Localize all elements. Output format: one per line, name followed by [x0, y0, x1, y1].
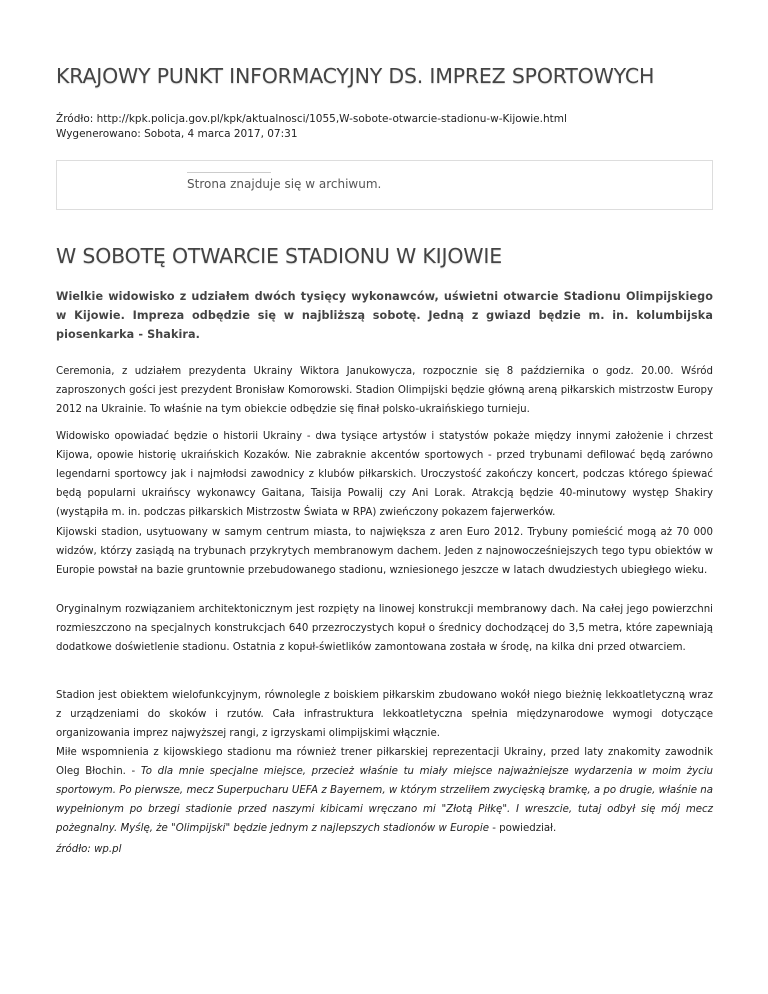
quote-attribution: - powiedział. — [488, 823, 557, 834]
article-lead: Wielkie widowisko z udziałem dwóch tysięcy wykonawców, uświetni otwarcie Stadionu Olimpijskiego w Kijowie. Impreza odbędzie się w najbliższą sobotę. Jedną z gwiazd będzie m. in. kolumbijska piosenkarka - Shakira. — [56, 290, 713, 341]
article-paragraph-4: Oryginalnym rozwiązaniem architektonicznym jest rozpięty na linowej konstrukcji membranowy dach. Na całej jego powierzchni rozmieszczono na specjalnych konstrukcjach 640 przezroczystych kopuł o średnicy dochodzącej do 3,5 metra, które zapewniają dodatkowe doświetlenie stadionu. Ostatnia z kopuł-świetlików zamontowana została w środę, na kilka dni przed otwarciem. — [56, 604, 713, 653]
document-meta — [56, 112, 567, 142]
article-paragraph-3: Kijowski stadion, usytuowany w samym centrum miasta, to największa z aren Euro 2012. Trybuny pomieścić mogą aż 70 000 widzów, którzy zasiądą na trybunach przykrytych membranowym dachem. Jeden z najnowocześniejszych tego typu obiektów w Europie powstał na bazie gruntownie przebudowanego stadionu, wzniesionego jeszcze w latach dwudziestych ubiegłego wieku. — [56, 527, 713, 576]
article-paragraph-5: Stadion jest obiektem wielofunkcyjnym, równolegle z boiskiem piłkarskim zbudowano wokół niego bieżnię lekkoatletyczną wraz z urządzeniami do skoków i rzutów. Cała infrastruktura lekkoatletyczna spełnia międzynarodowe wymogi dotyczące organizowania imprez najwyższej rangi, z igrzyskami olimpijskimi włącznie. — [56, 690, 713, 739]
generated-date-line: Wygenerowano: Sobota, 4 marca 2017, 07:31 — [56, 128, 298, 140]
article-paragraph-2: Widowisko opowiadać będzie o historii Ukrainy - dwa tysiące artystów i statystów pokaże między innymi założenie i chrzest Kijowa, opowie historię ukraińskich Kozaków. Nie zabraknie akcentów sportowych - przed trybunami defilować będą zarówno legendarni sportowcy jak i najmłodsi zawodnicy z klubów piłkarskich. Uroczystość zakończy koncert, podczas którego śpiewać będą popularni ukraińscy wykonawcy Gaitana, Taisija Powalij czy Ani Lorak. Atrakcją będzie 40-minutowy występ Shakiry (wystąpiła m. in. podczas piłkarskich Mistrzostw Świata w RPA) zwieńczony pokazem fajerwerków. — [56, 431, 713, 518]
source-url-line: Źródło: http://kpk.policja.gov.pl/kpk/aktualnosci/1055,W-sobote-otwarcie-stadionu-w-Kijowie.html — [56, 113, 567, 125]
article-source-note: źródło: wp.pl — [56, 844, 122, 855]
archive-notice-text: Strona znajduje się w archiwum. — [187, 177, 382, 191]
site-title: KRAJOWY PUNKT INFORMACYJNY DS. IMPREZ SPORTOWYCH — [56, 64, 655, 88]
archive-notice-box — [56, 160, 713, 210]
article-paragraph-1: Ceremonia, z udziałem prezydenta Ukrainy Wiktora Janukowycza, rozpocznie się 8 października o godz. 20.00. Wśród zaproszonych gości jest prezydent Bronisław Komorowski. Stadion Olimpijski będzie główną areną piłkarskich mistrzostw Europy 2012 na Ukrainie. To właśnie na tym obiekcie odbędzie się finał polsko-ukraińskiego turnieju. — [56, 366, 713, 415]
archive-divider — [187, 172, 271, 173]
article-title: W SOBOTĘ OTWARCIE STADIONU W KIJOWIE — [56, 244, 502, 268]
article-paragraph-6 — [56, 743, 713, 838]
quote-intro: Miłe wspomnienia z kijowskiego stadionu ma również trener piłkarskiej reprezentacji Ukrainy, przed laty znakomity zawodnik Oleg Błochin. - — [56, 747, 713, 777]
blochin-quote: To dla mnie specjalne miejsce, przecież właśnie tu miały miejsce najważniejsze wydarzenia w moim życiu sportowym. Po pierwsze, mecz Superpucharu UEFA z Bayernem, w którym strzeliłem zwycięską bramkę, a po drugie, właśnie na wypełnionym po brzegi stadionie przed naszymi kibicami wręczano mi "Złotą Piłkę". I wreszcie, tutaj odbył się mój mecz pożegnalny. Myślę, że "Olimpijski" będzie jednym z najlepszych stadionów w Europie — [56, 766, 713, 834]
